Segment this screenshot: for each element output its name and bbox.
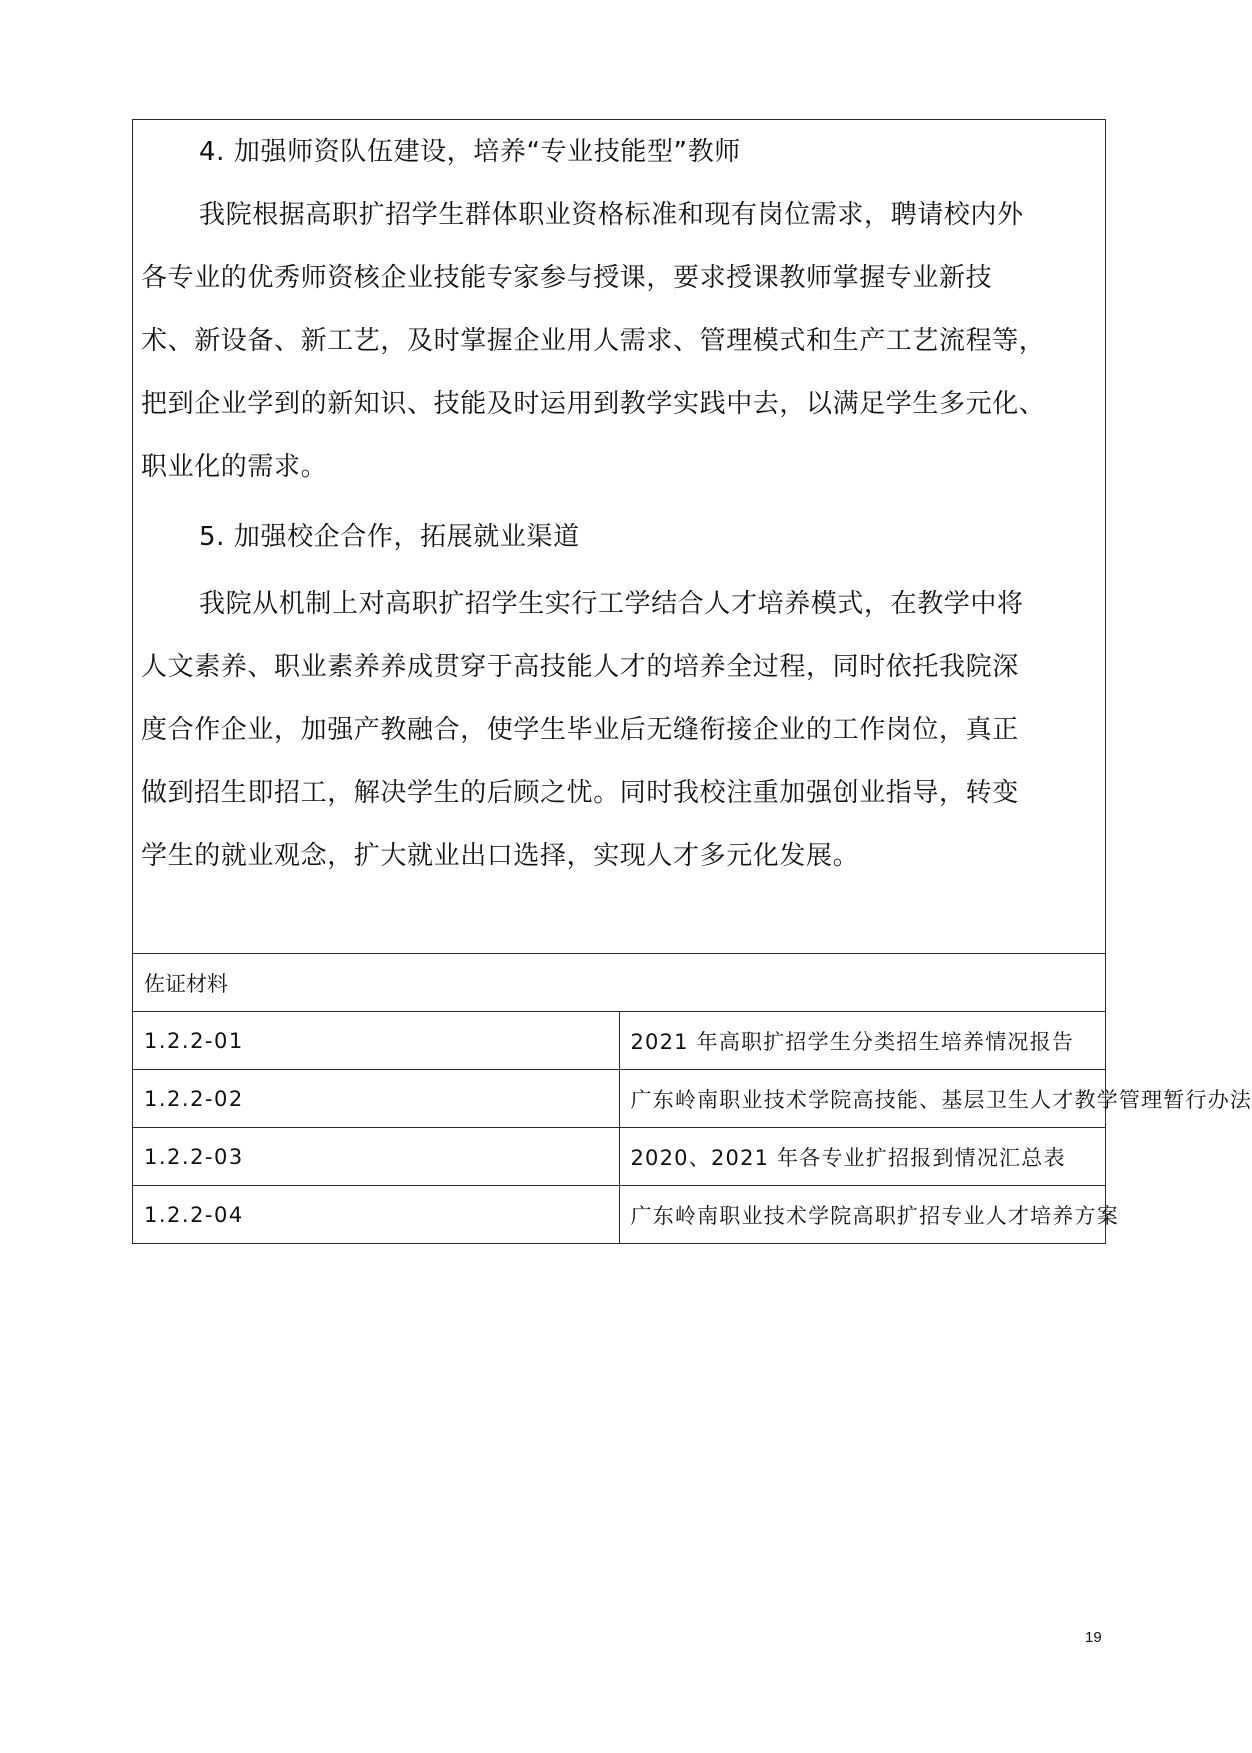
evidence-title: 广东岭南职业技术学院高技能、基层卫生人才教学管理暂行办法 — [619, 1070, 1106, 1128]
section-5-line-4: 做到招生即招工，解决学生的后顾之忧。同时我校注重加强创业指导，转变 — [141, 778, 1019, 808]
evidence-header: 佐证材料 — [133, 954, 1106, 1012]
table-row — [133, 1186, 1106, 1244]
evidence-code: 1.2.2-03 — [133, 1128, 620, 1186]
section-4-line-2: 各专业的优秀师资核企业技能专家参与授课，要求授课教师掌握专业新技 — [141, 263, 993, 293]
section-5-line-5: 学生的就业观念，扩大就业出口选择，实现人才多元化发展。 — [141, 841, 860, 871]
section-4-line-1: 我院根据高职扩招学生群体职业资格标准和现有岗位需求，聘请校内外 — [199, 200, 1024, 230]
section-5-heading: 5. 加强校企合作，拓展就业渠道 — [199, 522, 580, 552]
section-4-line-4: 把到企业学到的新知识、技能及时运用到教学实践中去，以满足学生多元化、 — [141, 389, 1046, 419]
section-4-line-3: 术、新设备、新工艺，及时掌握企业用人需求、管理模式和生产工艺流程等， — [141, 326, 1046, 356]
section-4-heading: 4. 加强师资队伍建设，培养“专业技能型”教师 — [199, 137, 741, 167]
evidence-table — [132, 953, 1252, 1244]
evidence-header-row — [133, 954, 1106, 1012]
section-5-line-3: 度合作企业，加强产教融合，使学生毕业后无缝衔接企业的工作岗位，真正 — [141, 715, 1019, 745]
table-row — [133, 1070, 1106, 1128]
evidence-title: 2020、2021 年各专业扩招报到情况汇总表 — [619, 1128, 1106, 1186]
page-number: 19 — [1085, 1629, 1102, 1646]
table-row — [133, 1012, 1106, 1070]
evidence-code: 1.2.2-04 — [133, 1186, 620, 1244]
section-5-line-2: 人文素养、职业素养养成贯穿于高技能人才的培养全过程，同时依托我院深 — [141, 652, 1019, 682]
table-row — [133, 1128, 1106, 1186]
evidence-code: 1.2.2-01 — [133, 1012, 620, 1070]
section-4-line-5: 职业化的需求。 — [141, 452, 328, 482]
section-5-line-1: 我院从机制上对高职扩招学生实行工学结合人才培养模式，在教学中将 — [199, 589, 1024, 619]
evidence-title: 广东岭南职业技术学院高职扩招专业人才培养方案 — [619, 1186, 1106, 1244]
evidence-title: 2021 年高职扩招学生分类招生培养情况报告 — [619, 1012, 1106, 1070]
content-box — [132, 119, 1106, 953]
evidence-code: 1.2.2-02 — [133, 1070, 620, 1128]
